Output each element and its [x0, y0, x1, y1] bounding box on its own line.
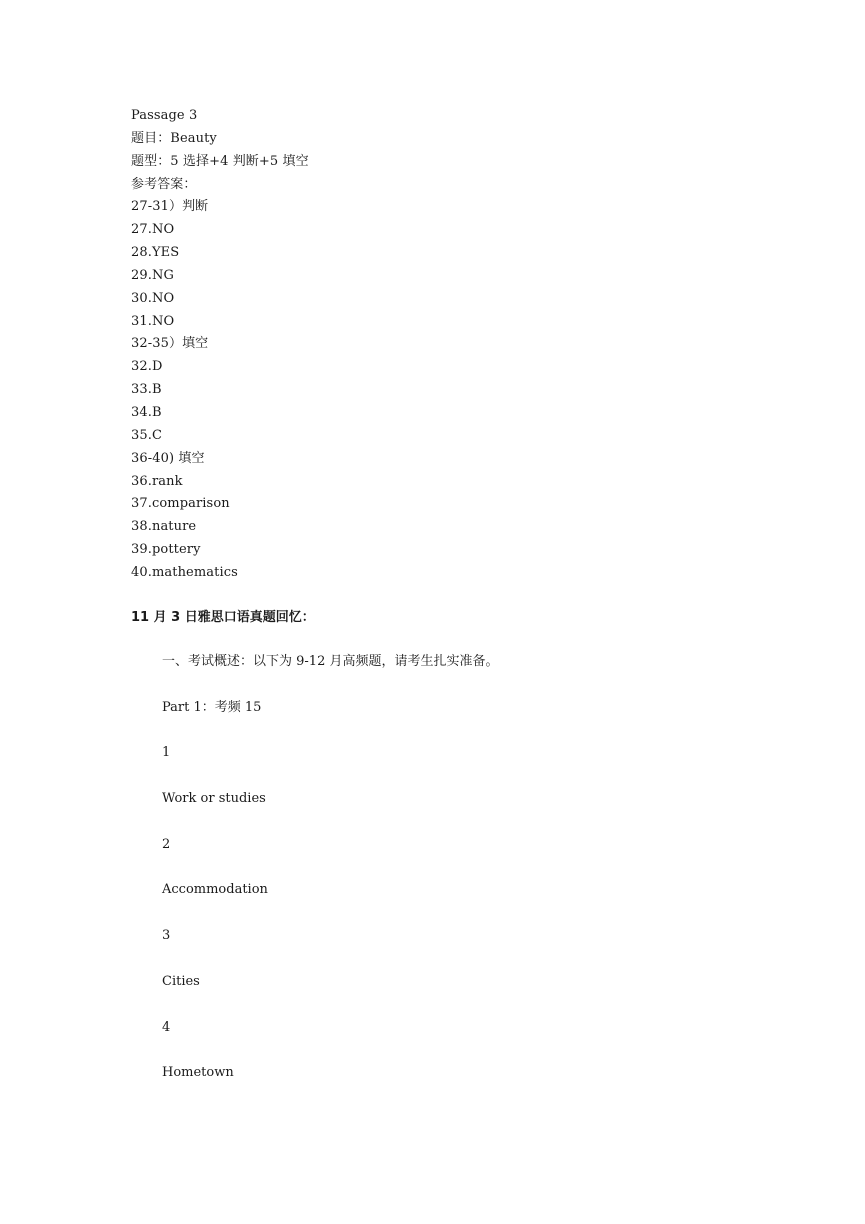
topic-number: 1 [162, 745, 171, 761]
reading-answers [131, 105, 309, 585]
topic-line: 题目：Beauty [131, 130, 217, 146]
answer-32: 32.D [131, 359, 163, 375]
answer-29: 29.NG [131, 267, 174, 283]
topic-name: Work or studies [162, 791, 266, 807]
section-header-36-40: 36-40) 填空 [131, 450, 205, 466]
speaking-section [162, 651, 498, 1108]
part1-title: Part 1：考频 15 [162, 699, 262, 715]
answer-36: 36.rank [131, 473, 183, 489]
answer-39: 39.pottery [131, 542, 201, 558]
section-header-32-35: 32-35）填空 [131, 336, 209, 352]
topic-name: Hometown [162, 1065, 234, 1081]
answer-31: 31.NO [131, 313, 175, 329]
topic-name: Accommodation [162, 882, 268, 898]
answer-27: 27.NO [131, 222, 175, 238]
question-type-line: 题型：5 选择+4 判断+5 填空 [131, 153, 309, 169]
topic-number: 4 [162, 1019, 171, 1035]
topic-name: Cities [162, 973, 200, 989]
topic-number: 2 [162, 836, 171, 852]
answer-38: 38.nature [131, 519, 197, 535]
answer-35: 35.C [131, 427, 163, 443]
exam-overview: 一、考试概述：以下为 9-12 月高频题，请考生扎实准备。 [162, 654, 499, 669]
speaking-heading: 11 月 3 日雅思口语真题回忆： [131, 610, 315, 625]
reference-answer-label: 参考答案： [131, 176, 197, 192]
answer-33: 33.B [131, 382, 162, 398]
answer-40: 40.mathematics [131, 564, 238, 580]
section-header-27-31: 27-31）判断 [131, 199, 209, 215]
answer-34: 34.B [131, 404, 162, 420]
answer-30: 30.NO [131, 290, 175, 306]
passage-title: Passage 3 [131, 108, 198, 123]
answer-37: 37.comparison [131, 496, 230, 512]
answer-28: 28.YES [131, 245, 180, 261]
topic-number: 3 [162, 928, 171, 944]
